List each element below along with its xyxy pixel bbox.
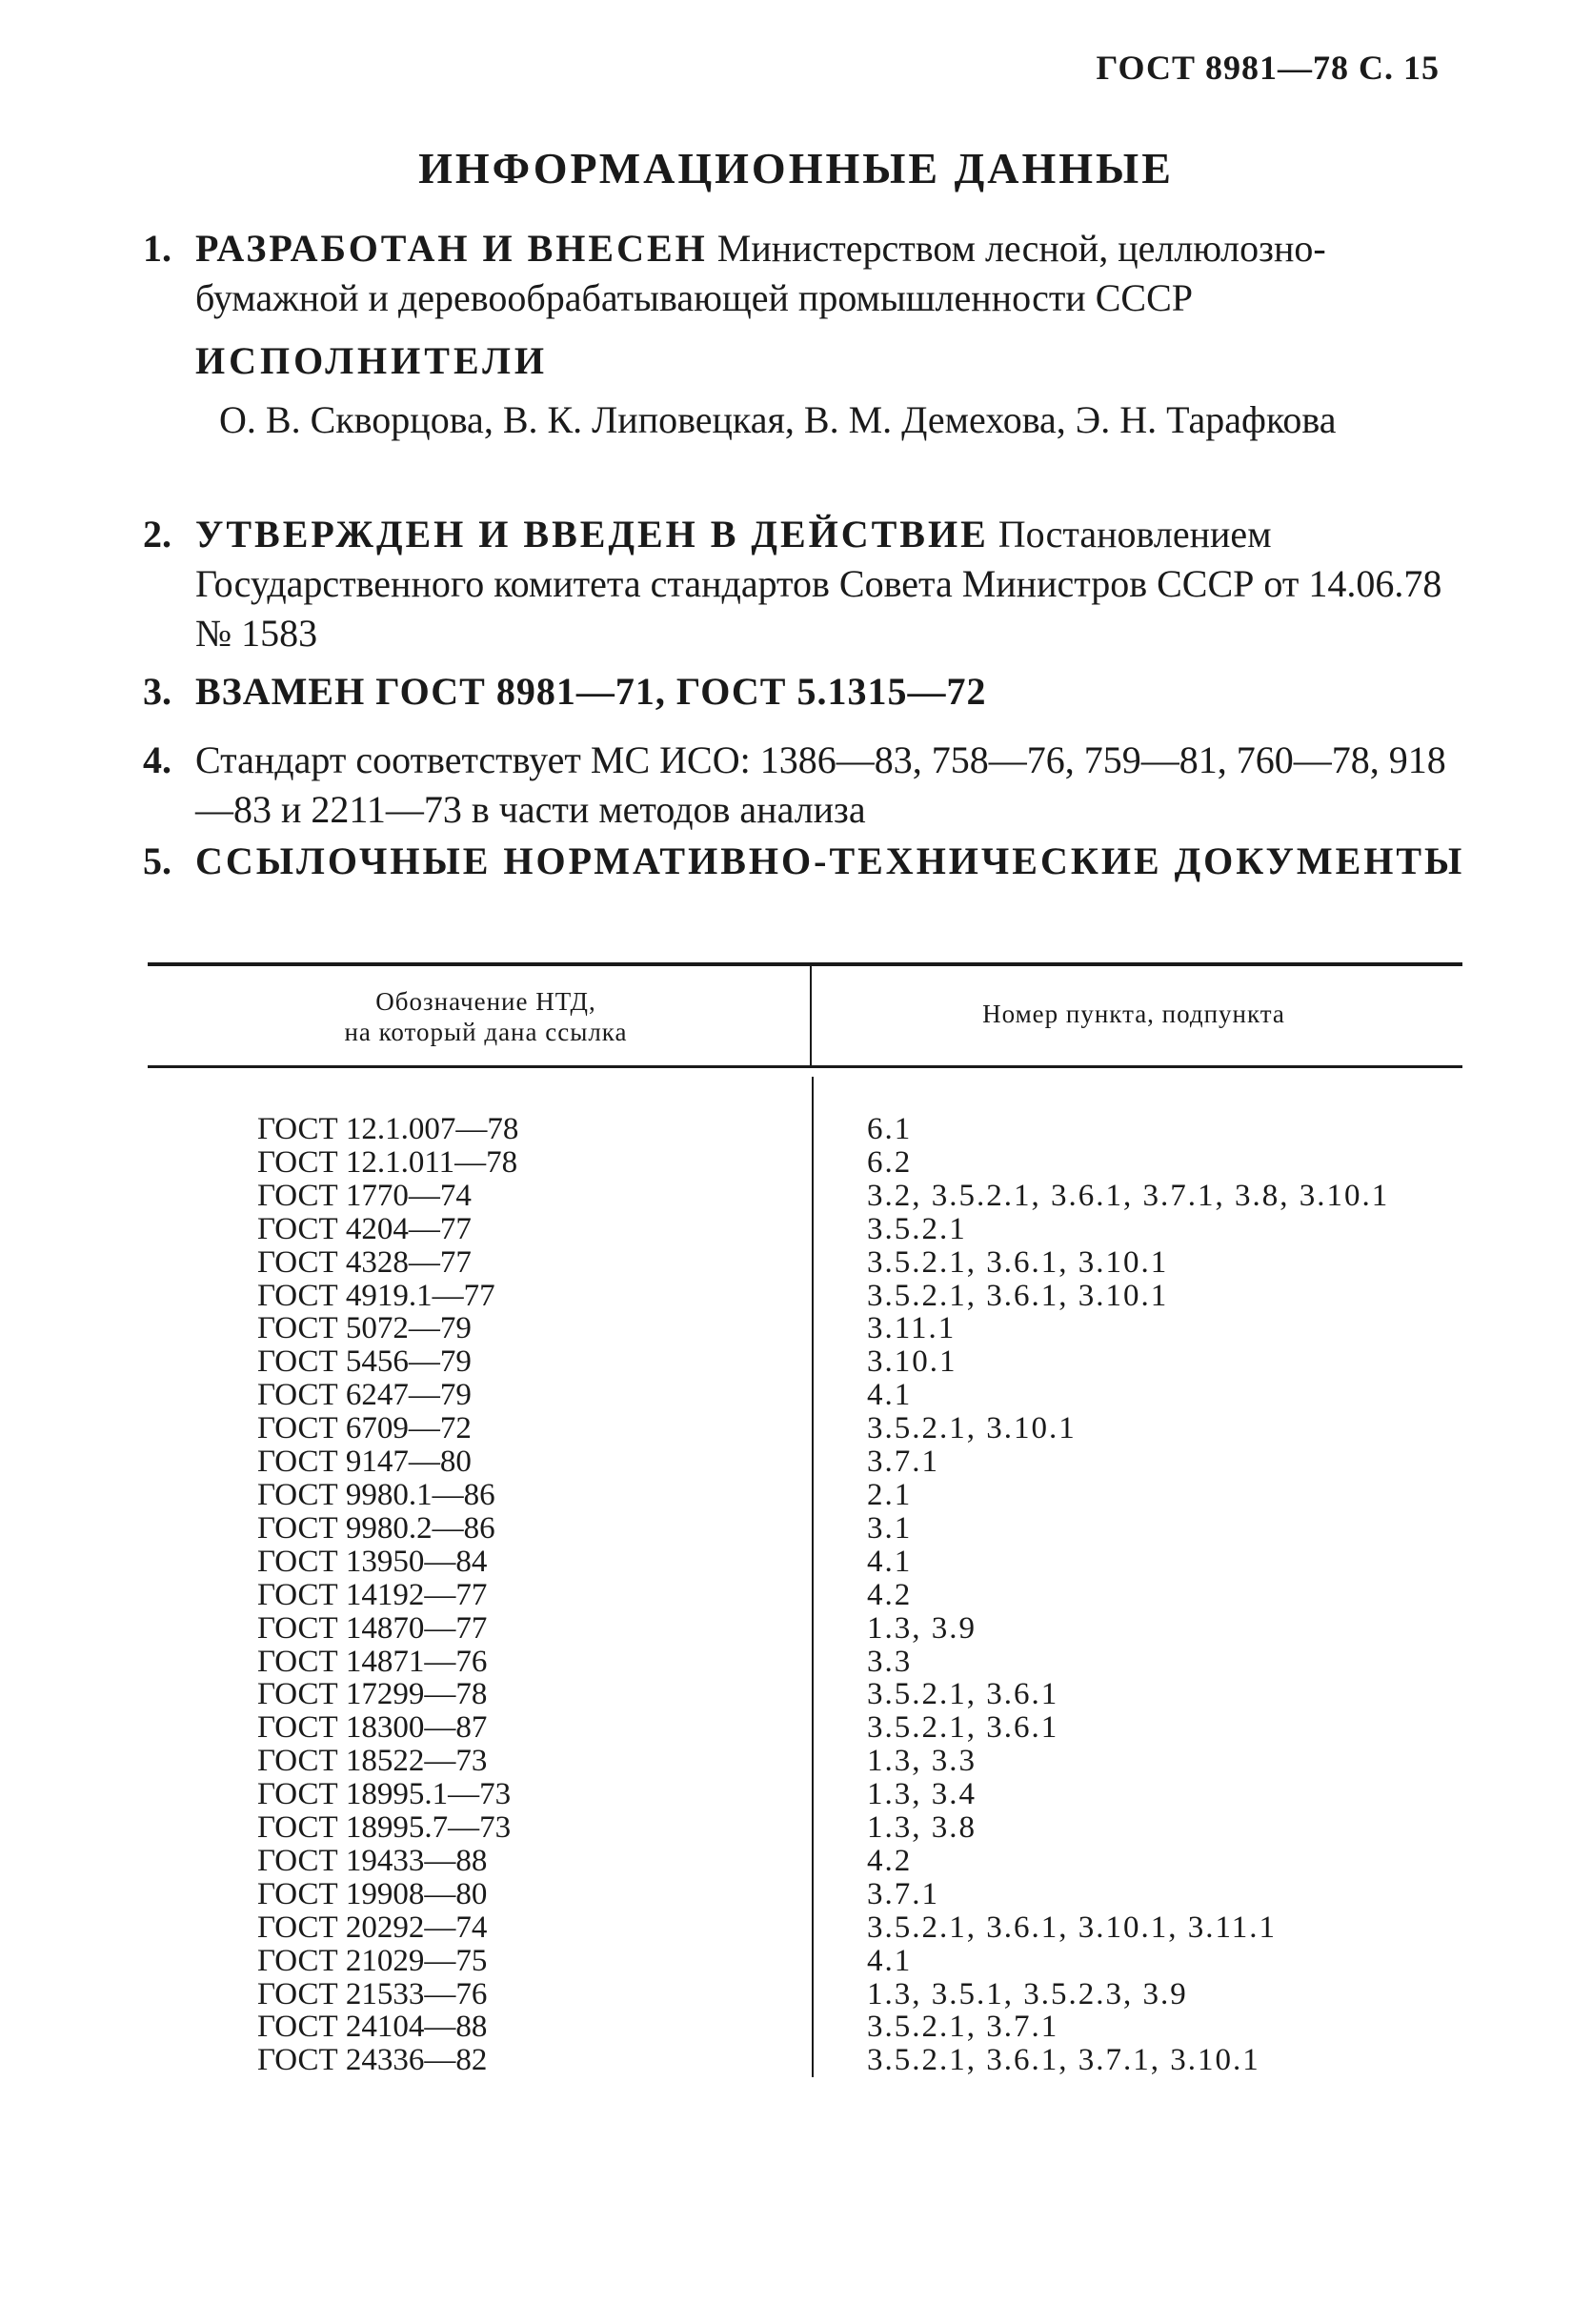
clause-cell: 3.5.2.1, 3.7.1 — [867, 2010, 1059, 2045]
item-number: 5. — [143, 839, 171, 882]
clause-cell: 3.10.1 — [867, 1344, 957, 1380]
clause-cell: 1.3, 3.3 — [867, 1744, 977, 1779]
ntd-cell: ГОСТ 19908—80 — [257, 1876, 488, 1911]
ntd-cell: ГОСТ 9980.1—86 — [257, 1477, 495, 1512]
ntd-cell: ГОСТ 6709—72 — [257, 1411, 472, 1446]
ntd-cell: ГОСТ 6247—79 — [257, 1378, 472, 1413]
table-header-rule — [148, 1065, 1462, 1068]
item-number: 3. — [143, 670, 171, 713]
item-number: 2. — [143, 513, 171, 556]
ntd-cell: ГОСТ 20292—74 — [257, 1910, 488, 1945]
header-line: Обозначение НТД, — [375, 987, 596, 1016]
ntd-cell: ГОСТ 4328—77 — [257, 1244, 472, 1280]
ntd-column — [257, 1113, 518, 2077]
clause-cell: 1.3, 3.9 — [867, 1610, 977, 1646]
clause-cell: 4.1 — [867, 1378, 913, 1413]
ntd-cell: ГОСТ 4204—77 — [257, 1211, 472, 1246]
clause-cell: 6.1 — [867, 1112, 913, 1146]
item-caps: РАЗРАБОТАН И ВНЕСЕН — [195, 227, 708, 270]
ntd-cell: ГОСТ 18995.7—73 — [257, 1810, 512, 1846]
item-body: Министерством лесной, целлюлозно-бумажной и деревообрабатывающей промышленности СССР — [195, 227, 1326, 319]
ntd-cell: ГОСТ 14192—77 — [257, 1577, 488, 1612]
clause-cell: 3.5.2.1, 3.6.1 — [867, 1710, 1059, 1746]
item-body: Постановлением Государственного комитета стандартов Совета Министров СССР от 14.06.78 № 1583 — [195, 513, 1442, 655]
table-header-ntd — [171, 986, 800, 1047]
clause-cell: 1.3, 3.4 — [867, 1777, 977, 1812]
clause-cell: 3.5.2.1, 3.6.1 — [867, 1677, 1059, 1712]
clause-cell: 3.5.2.1, 3.6.1, 3.10.1 — [867, 1278, 1169, 1313]
ntd-cell: ГОСТ 9980.2—86 — [257, 1510, 495, 1546]
ntd-cell: ГОСТ 5072—79 — [257, 1311, 472, 1346]
item-text — [195, 837, 1467, 886]
ntd-cell: ГОСТ 17299—78 — [257, 1677, 488, 1712]
ntd-cell: ГОСТ 24336—82 — [257, 2043, 488, 2078]
table-header-clause: Номер пункта, подпункта — [982, 1000, 1285, 1028]
executors-heading: ИСПОЛНИТЕЛИ — [195, 339, 549, 382]
clause-cell: 1.3, 3.5.1, 3.5.2.3, 3.9 — [867, 1976, 1188, 2011]
ntd-cell: ГОСТ 4919.1—77 — [257, 1278, 495, 1313]
page-title: ИНФОРМАЦИОННЫЕ ДАННЫЕ — [418, 144, 1174, 192]
ntd-cell: ГОСТ 18995.1—73 — [257, 1777, 512, 1812]
ntd-cell: ГОСТ 21029—75 — [257, 1943, 488, 1978]
clause-cell: 3.5.2.1, 3.6.1, 3.7.1, 3.10.1 — [867, 2043, 1260, 2078]
clause-cell: 4.2 — [867, 1843, 913, 1878]
ntd-cell: ГОСТ 14870—77 — [257, 1610, 488, 1646]
ntd-cell: ГОСТ 24104—88 — [257, 2010, 488, 2045]
clause-cell: 3.7.1 — [867, 1445, 939, 1480]
clause-cell: 4.2 — [867, 1577, 913, 1612]
clause-cell: 3.7.1 — [867, 1876, 939, 1911]
clause-cell: 3.5.2.1 — [867, 1211, 967, 1246]
item-caps: УТВЕРЖДЕН И ВВЕДЕН В ДЕЙСТВИЕ — [195, 513, 989, 556]
clause-cell: 4.1 — [867, 1943, 913, 1978]
clause-cell: 1.3, 3.8 — [867, 1810, 977, 1846]
ntd-cell: ГОСТ 21533—76 — [257, 1976, 488, 2011]
clause-cell: 3.3 — [867, 1644, 913, 1679]
item-number: 4. — [143, 738, 171, 781]
info-item-5 — [143, 837, 1467, 886]
table-top-rule — [148, 962, 1462, 966]
executors-names: О. В. Скворцова, В. К. Липовецкая, В. М. Демехова, Э. Н. Тарафкова — [219, 398, 1337, 441]
item-text — [195, 667, 1467, 717]
page-reference: ГОСТ 8981—78 С. 15 — [1096, 49, 1440, 87]
clause-cell: 4.1 — [867, 1544, 913, 1579]
clause-cell: 3.11.1 — [867, 1311, 957, 1346]
table-header-divider — [810, 966, 812, 1065]
clause-cell: 3.2, 3.5.2.1, 3.6.1, 3.7.1, 3.8, 3.10.1 — [867, 1178, 1390, 1213]
item-text — [195, 736, 1467, 835]
clause-cell: 3.5.2.1, 3.6.1, 3.10.1 — [867, 1244, 1169, 1280]
ntd-cell: ГОСТ 13950—84 — [257, 1544, 488, 1579]
clause-column — [867, 1113, 1389, 2077]
ntd-cell: ГОСТ 9147—80 — [257, 1445, 472, 1480]
item-text — [195, 510, 1467, 658]
clause-cell: 6.2 — [867, 1144, 913, 1180]
ntd-cell: ГОСТ 12.1.011—78 — [257, 1144, 518, 1180]
item-body: Стандарт соответствует МС ИСО: 1386—83, 758—76, 759—81, 760—78, 918—83 и 2211—73 в части методов анализа — [195, 738, 1446, 831]
ntd-cell: ГОСТ 1770—74 — [257, 1178, 472, 1213]
clause-cell: 2.1 — [867, 1477, 913, 1512]
item-text — [195, 224, 1467, 323]
item-caps: ВЗАМЕН ГОСТ 8981—71, ГОСТ 5.1315—72 — [195, 670, 987, 713]
clause-cell: 3.5.2.1, 3.6.1, 3.10.1, 3.11.1 — [867, 1910, 1278, 1945]
item-number: 1. — [143, 227, 171, 270]
info-item-2 — [143, 510, 1467, 658]
item-caps: ССЫЛОЧНЫЕ НОРМАТИВНО-ТЕХНИЧЕСКИЕ ДОКУМЕНТЫ — [195, 839, 1465, 882]
info-item-4 — [143, 736, 1467, 835]
clause-cell: 3.5.2.1, 3.10.1 — [867, 1411, 1077, 1446]
header-line: на который дана ссылка — [344, 1018, 628, 1046]
info-item-3 — [143, 667, 1467, 717]
ntd-cell: ГОСТ 12.1.007—78 — [257, 1112, 519, 1146]
clause-cell: 3.1 — [867, 1510, 913, 1546]
info-item-1 — [143, 224, 1467, 323]
ntd-cell: ГОСТ 19433—88 — [257, 1843, 488, 1878]
ntd-cell: ГОСТ 5456—79 — [257, 1344, 472, 1380]
table-column-divider — [812, 1077, 814, 2077]
ntd-cell: ГОСТ 18300—87 — [257, 1710, 488, 1746]
ntd-cell: ГОСТ 18522—73 — [257, 1744, 488, 1779]
ntd-cell: ГОСТ 14871—76 — [257, 1644, 488, 1679]
